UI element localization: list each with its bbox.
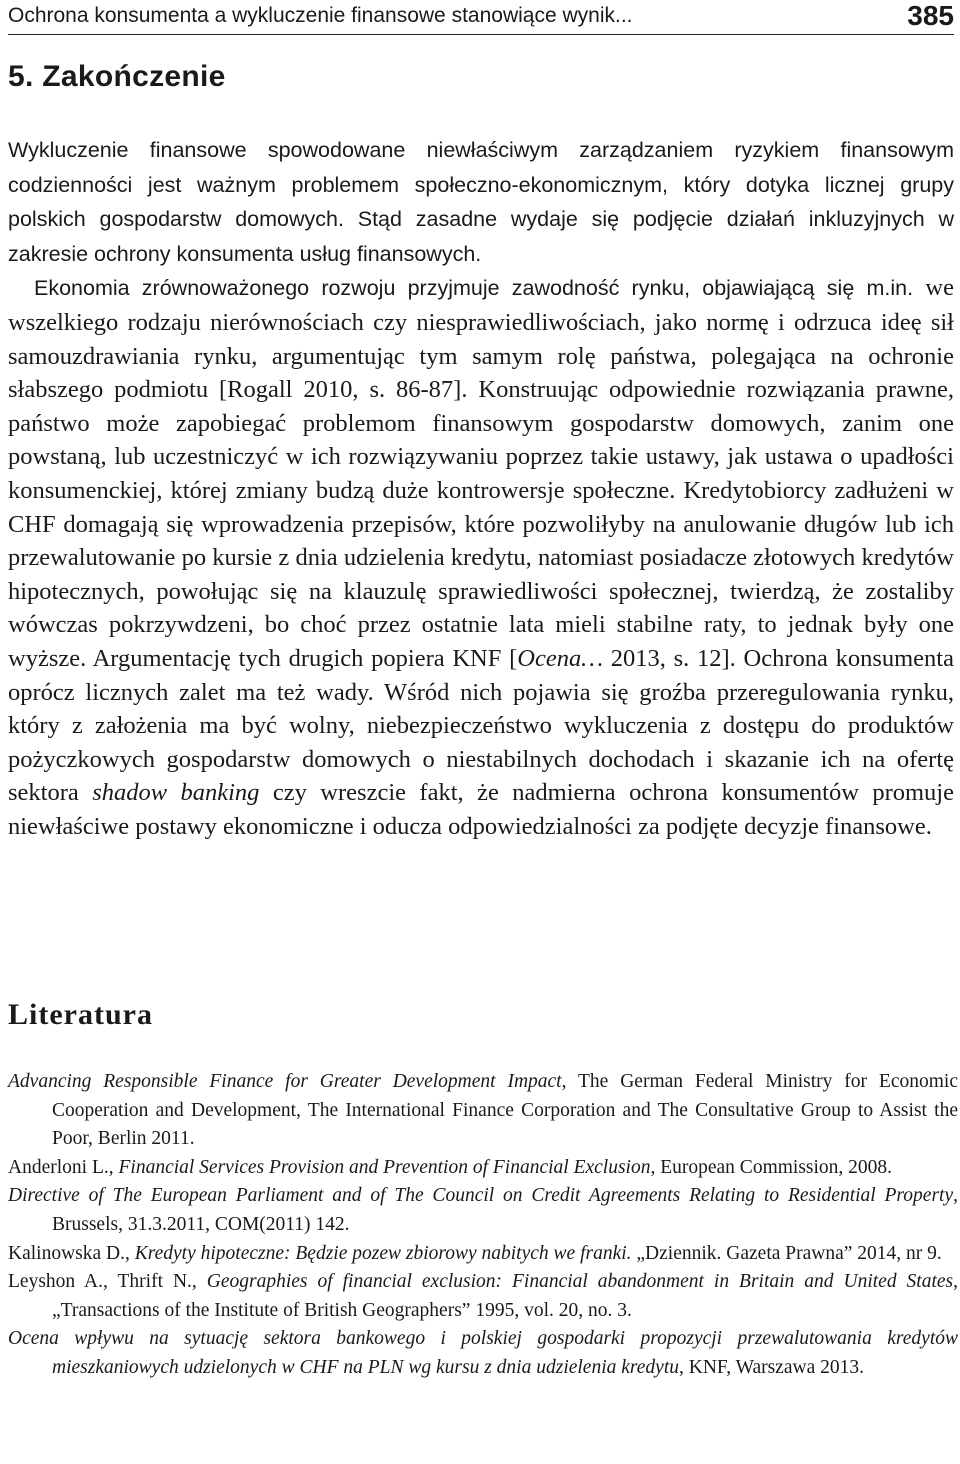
body-text bbox=[8, 133, 954, 843]
ref-details: „Dziennik. Gazeta Prawna” 2014, nr 9. bbox=[631, 1242, 942, 1264]
reference-entry bbox=[8, 1068, 958, 1154]
literature-heading: Literatura bbox=[8, 998, 153, 1031]
ref-title: Kredyty hipoteczne: Będzie pozew zbiorowy nabitych we franki. bbox=[134, 1242, 632, 1264]
reference-entry bbox=[8, 1325, 958, 1382]
section-heading: 5. Zakończenie bbox=[8, 60, 226, 93]
ref-title: Advancing Responsible Finance for Greater Development Impact bbox=[8, 1071, 562, 1092]
ref-author: Kalinowska D., bbox=[8, 1242, 135, 1264]
ref-details: , „Transactions of the Institute of British Geographers” 1995, vol. 20, no. 3. bbox=[52, 1271, 958, 1321]
paragraph-2-sans: Ekonomia zrównoważonego rozwoju przyjmuje zawodność rynku, objawiającą się m.in. bbox=[34, 276, 914, 301]
page-number: 385 bbox=[907, 0, 954, 31]
paragraph-1 bbox=[8, 133, 954, 271]
reference-entry bbox=[8, 1240, 958, 1269]
reference-entry bbox=[8, 1182, 958, 1239]
ref-title: Directive of The European Parliament and of The Council on Credit Agreements Relating to Residential Property bbox=[8, 1185, 954, 1207]
reference-entry bbox=[8, 1268, 958, 1325]
paragraph-2 bbox=[8, 271, 954, 843]
paragraph-2-text-b: 2013, s. 12]. Ochrona konsumenta oprócz licznych zalet ma też wady. Wśród nich pojawia się groźba przeregulowania rynku, który z założenia ma być wolny, niebezpieczeństwo wykluczenia z dostępu do produktów pożyczkowych gospodarstw domowych o niestabilnych dochodach i skazanie ich na ofertę sektora bbox=[8, 644, 954, 807]
ref-details: , KNF, Warszawa 2013. bbox=[679, 1356, 864, 1378]
reference-entry bbox=[8, 1154, 958, 1183]
ref-author: Anderloni L., bbox=[8, 1156, 119, 1178]
ref-details: , Brussels, 31.3.2011, COM(2011) 142. bbox=[52, 1185, 958, 1235]
ref-details: , The German Federal Ministry for Economic Cooperation and Development, The International Finance Corporation and The Consultative Group to Assist the Poor, Berlin 2011. bbox=[52, 1071, 958, 1150]
ref-author: Leyshon A., Thrift N., bbox=[8, 1271, 207, 1293]
term-italic: shadow banking bbox=[92, 779, 260, 807]
running-title: Ochrona konsumenta a wykluczenie finansowe stanowiące wynik... bbox=[8, 4, 633, 27]
ref-title: Financial Services Provision and Prevention of Financial Exclusion bbox=[118, 1156, 651, 1178]
paragraph-2-text-a: we wszelkiego rodzaju nierównościach czy niesprawiedliwościach, jako normę i odrzuca ideę sił samouzdrawiania rynku, argumentując tym samym rolę państwa, polegająca na ochronie słabszego podmiotu [Rogall 2010, s. 86-87]. Konstruując odpowiednie rozwiązania prawne, państwo może zapobiegać problemom finansowym gospodarstw domowych, zanim one powstaną, lub uczestniczyć w ich rozwiązywaniu poprzez takie ustawy, jak ustawa o upadłości konsumenckiej, której zmiany budzą duże kontrowersje społeczne. Kredytobiorcy zadłużeni w CHF domagają się wprowadzenia przepisów, które pozwoliłyby na anulowanie długów lub ich przewalutowanie po kursie z dnia udzielenia kredytu, natomiast posiadacze złotowych kredytów hipotecznych, powołując się na klauzulę sprawiedliwości społecznej, twierdzą, że zostaliby wówczas pokrzywdzeni, bo choć przez ostatnie lata mieli stabilne raty, to jednak były one wyższe. Argumentację tych drugich popiera KNF [ bbox=[8, 274, 954, 672]
ref-details: , European Commission, 2008. bbox=[650, 1156, 893, 1178]
ref-title: Geographies of financial exclusion: Financial abandonment in Britain and United States bbox=[206, 1271, 954, 1293]
running-header bbox=[8, 2, 954, 35]
citation-italic: Ocena… bbox=[517, 644, 603, 672]
ref-title: Ocena wpływu na sytuację sektora bankowego i polskiej gospodarki propozycji przewalutowania kredytów mieszkaniowych udzielonych w CHF na PLN wg kursu z dnia udzielenia kredytu bbox=[8, 1328, 958, 1378]
reference-list bbox=[8, 1068, 958, 1383]
paragraph-1-text: Wykluczenie finansowe spowodowane niewłaściwym zarządzaniem ryzykiem finansowym codzienności jest ważnym problemem społeczno-ekonomicznym, który dotyka licznej grupy polskich gospodarstw domowych. Stąd zasadne wydaje się podjęcie działań inkluzyjnych w zakresie ochrony konsumenta usług finansowych. bbox=[8, 138, 954, 266]
paragraph-2-text-c: czy wreszcie fakt, że nadmierna ochrona konsumentów promuje niewłaściwe postawy ekonomiczne i oducza odpowiedzialności za podjęte decyzje finansowe. bbox=[8, 779, 954, 840]
